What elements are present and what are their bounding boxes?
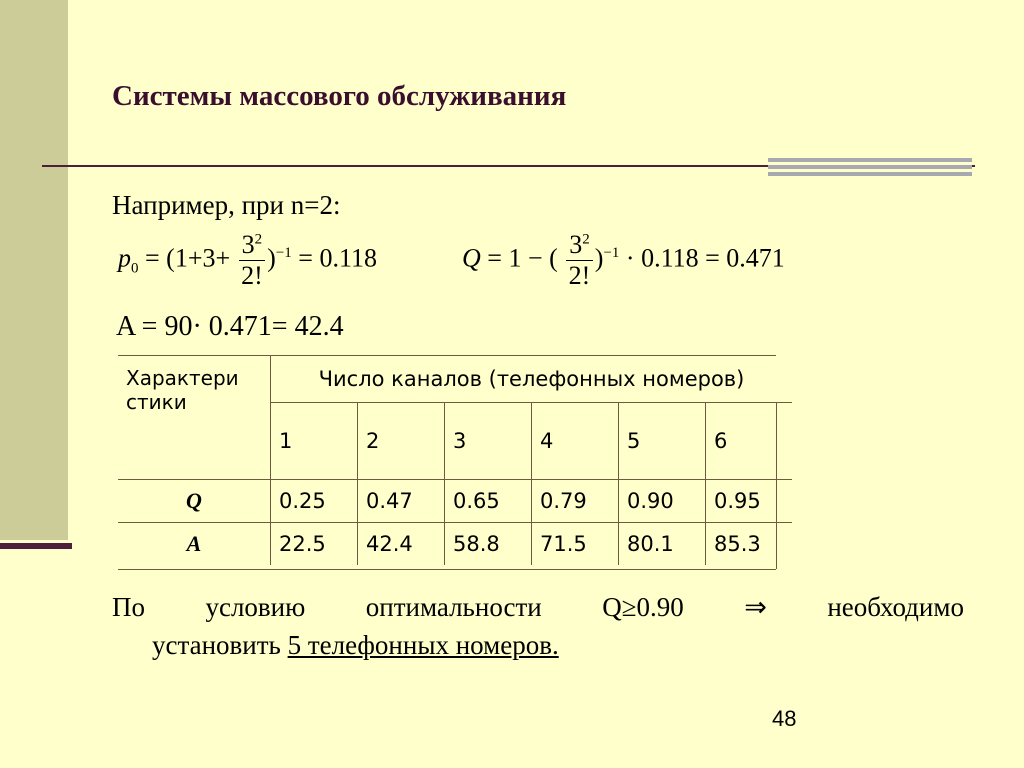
- table-cell: 0.65: [445, 480, 532, 523]
- row-label-q: Q: [118, 480, 271, 523]
- table-cell: 42.4: [358, 523, 445, 566]
- slide-title: Системы массового обслуживания: [112, 80, 567, 112]
- conclusion-line-1: По условию оптимальности Q≥0.90 ⇒ необходимо: [112, 588, 964, 626]
- table-cell: 0.79: [532, 480, 619, 523]
- row-label-a: A: [118, 523, 271, 566]
- intro-text: Например, при n=2:: [112, 190, 341, 220]
- channel-number: 5: [619, 403, 706, 480]
- decor-grey-stripes: [768, 158, 972, 178]
- table-cell: 0.25: [271, 480, 358, 523]
- table-cell: 0.47: [358, 480, 445, 523]
- table-cell: 22.5: [271, 523, 358, 566]
- conclusion-line-2: установить 5 телефонных номеров.: [152, 630, 559, 660]
- channels-header: Число каналов (телефонных номеров): [271, 356, 793, 403]
- channel-number: 6: [706, 403, 793, 480]
- fraction-3sq-over-2fact: $\frac{3^2}{2!}$: [239, 232, 266, 289]
- table-cell: 0.95: [706, 480, 793, 523]
- implies-icon: ⇒: [744, 592, 767, 622]
- table-row: [118, 480, 792, 523]
- page-number: 48: [772, 706, 797, 731]
- formula-p0: $p_0 = (1+3+$ $\frac{3^2}{2!}$ )$^{-1}$ = 0.118: [118, 230, 377, 290]
- channel-number: 2: [358, 403, 445, 480]
- results-table: [118, 356, 792, 565]
- conclusion-paragraph: [112, 588, 964, 664]
- channel-number: 1: [271, 403, 358, 480]
- channel-number: 4: [532, 403, 619, 480]
- table-cell: 85.3: [706, 523, 793, 566]
- left-decor-rule: [0, 543, 72, 549]
- table-cell: 0.90: [619, 480, 706, 523]
- characteristics-header: Характери стики: [126, 366, 239, 414]
- answer-text: 5 телефонных номеров.: [287, 630, 559, 660]
- table-cell: 58.8: [445, 523, 532, 566]
- left-decor-bar: [0, 0, 68, 540]
- formula-a: A = 90· 0.471= 42.4: [116, 311, 344, 342]
- table-cell: 80.1: [619, 523, 706, 566]
- fraction-3sq-over-2fact: $\frac{3^2}{2!}$: [566, 232, 593, 289]
- channel-number: 3: [445, 403, 532, 480]
- table-row: [118, 523, 792, 566]
- formula-q: Q = 1 − ( $\frac{3^2}{2!}$ )$^{-1}$ · 0.118 = 0.471: [462, 230, 785, 290]
- table-cell: 71.5: [532, 523, 619, 566]
